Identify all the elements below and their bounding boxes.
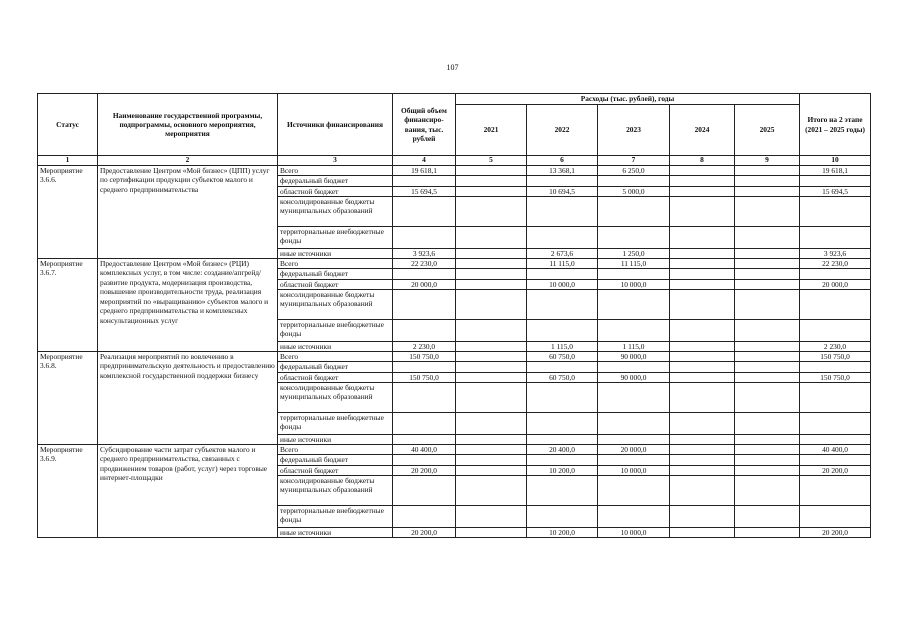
header-year-2022: 2022 bbox=[527, 105, 598, 156]
year-2022-cell: 10 200,0 bbox=[527, 527, 598, 537]
column-index: 9 bbox=[735, 156, 800, 166]
year-2024-cell bbox=[670, 352, 735, 362]
total-cell: 2 230,0 bbox=[393, 341, 456, 351]
column-index: 7 bbox=[598, 156, 670, 166]
column-index: 1 bbox=[38, 156, 98, 166]
total-cell bbox=[393, 269, 456, 279]
year-2022-cell: 20 400,0 bbox=[527, 445, 598, 455]
year-2022-cell bbox=[527, 412, 598, 434]
funding-source: Всего bbox=[278, 352, 393, 362]
year-2022-cell: 10 200,0 bbox=[527, 465, 598, 475]
header-year-2024: 2024 bbox=[670, 105, 735, 156]
year-2025-cell bbox=[735, 475, 800, 505]
year-2021-cell bbox=[456, 505, 527, 527]
total-cell: 150 750,0 bbox=[393, 352, 456, 362]
stage-total-cell bbox=[800, 505, 871, 527]
page-number: 107 bbox=[446, 63, 459, 72]
year-2025-cell bbox=[735, 352, 800, 362]
year-2021-cell bbox=[456, 434, 527, 444]
year-2023-cell: 90 000,0 bbox=[598, 372, 670, 382]
total-cell: 20 000,0 bbox=[393, 279, 456, 289]
total-cell: 15 694,5 bbox=[393, 186, 456, 196]
year-2025-cell bbox=[735, 166, 800, 176]
event-name: Предоставление Центром «Мой бизнес» (ЦПП) услуг по сертификации продукции субъектов малого и среднего предпринимательства bbox=[98, 166, 278, 259]
year-2023-cell bbox=[598, 289, 670, 319]
column-index: 3 bbox=[278, 156, 393, 166]
year-2021-cell bbox=[456, 248, 527, 258]
event-status: Мероприятие 3.6.9. bbox=[38, 445, 98, 538]
funding-source: федеральный бюджет bbox=[278, 362, 393, 372]
funding-source: территориальные внебюджетные фонды bbox=[278, 226, 393, 248]
funding-source: федеральный бюджет bbox=[278, 269, 393, 279]
year-2025-cell bbox=[735, 319, 800, 341]
year-2022-cell: 2 673,6 bbox=[527, 248, 598, 258]
funding-source: территориальные внебюджетные фонды bbox=[278, 505, 393, 527]
total-cell bbox=[393, 226, 456, 248]
year-2023-cell bbox=[598, 226, 670, 248]
stage-total-cell bbox=[800, 434, 871, 444]
funding-source: иные источники bbox=[278, 341, 393, 351]
year-2025-cell bbox=[735, 382, 800, 412]
table-row bbox=[38, 445, 871, 455]
total-cell bbox=[393, 362, 456, 372]
total-cell: 3 923,6 bbox=[393, 248, 456, 258]
financing-table bbox=[37, 93, 871, 538]
year-2022-cell bbox=[527, 269, 598, 279]
table-row bbox=[38, 166, 871, 176]
stage-total-cell bbox=[800, 269, 871, 279]
year-2025-cell bbox=[735, 445, 800, 455]
year-2025-cell bbox=[735, 186, 800, 196]
table-header bbox=[38, 94, 871, 156]
total-cell bbox=[393, 319, 456, 341]
event-status: Мероприятие 3.6.6. bbox=[38, 166, 98, 259]
stage-total-cell bbox=[800, 289, 871, 319]
year-2023-cell: 5 000,0 bbox=[598, 186, 670, 196]
year-2021-cell bbox=[456, 372, 527, 382]
funding-source: консолидированные бюджеты муниципальных образований bbox=[278, 382, 393, 412]
year-2023-cell bbox=[598, 176, 670, 186]
year-2022-cell: 60 750,0 bbox=[527, 352, 598, 362]
year-2024-cell bbox=[670, 475, 735, 505]
year-2024-cell bbox=[670, 362, 735, 372]
year-2021-cell bbox=[456, 319, 527, 341]
year-2022-cell: 10 000,0 bbox=[527, 279, 598, 289]
year-2024-cell bbox=[670, 269, 735, 279]
year-2023-cell: 20 000,0 bbox=[598, 445, 670, 455]
header-year-2023: 2023 bbox=[598, 105, 670, 156]
year-2023-cell: 90 000,0 bbox=[598, 352, 670, 362]
year-2021-cell bbox=[456, 279, 527, 289]
year-2024-cell bbox=[670, 455, 735, 465]
year-2021-cell bbox=[456, 289, 527, 319]
stage-total-cell: 19 618,1 bbox=[800, 166, 871, 176]
year-2022-cell bbox=[527, 455, 598, 465]
year-2023-cell bbox=[598, 505, 670, 527]
stage-total-cell bbox=[800, 226, 871, 248]
year-2024-cell bbox=[670, 434, 735, 444]
year-2022-cell: 13 368,1 bbox=[527, 166, 598, 176]
year-2023-cell bbox=[598, 362, 670, 372]
year-2025-cell bbox=[735, 527, 800, 537]
year-2024-cell bbox=[670, 319, 735, 341]
stage-total-cell: 15 694,5 bbox=[800, 186, 871, 196]
year-2021-cell bbox=[456, 465, 527, 475]
stage-total-cell bbox=[800, 382, 871, 412]
stage-total-cell: 20 200,0 bbox=[800, 527, 871, 537]
year-2024-cell bbox=[670, 186, 735, 196]
funding-source: Всего bbox=[278, 259, 393, 269]
year-2023-cell: 10 000,0 bbox=[598, 279, 670, 289]
year-2021-cell bbox=[456, 166, 527, 176]
funding-source: областной бюджет bbox=[278, 279, 393, 289]
year-2023-cell: 10 000,0 bbox=[598, 465, 670, 475]
funding-source: областной бюджет bbox=[278, 465, 393, 475]
stage-total-cell: 150 750,0 bbox=[800, 372, 871, 382]
year-2023-cell bbox=[598, 475, 670, 505]
header-sources: Источники финансирования bbox=[278, 94, 393, 156]
year-2025-cell bbox=[735, 279, 800, 289]
year-2022-cell bbox=[527, 196, 598, 226]
stage-total-cell: 40 400,0 bbox=[800, 445, 871, 455]
table-body bbox=[38, 156, 871, 538]
year-2024-cell bbox=[670, 196, 735, 226]
year-2023-cell bbox=[598, 434, 670, 444]
year-2023-cell bbox=[598, 319, 670, 341]
year-2025-cell bbox=[735, 226, 800, 248]
header-stage-total: Итого на 2 этапе (2021 – 2025 годы) bbox=[800, 94, 871, 156]
stage-total-cell bbox=[800, 319, 871, 341]
year-2023-cell bbox=[598, 196, 670, 226]
total-cell: 150 750,0 bbox=[393, 372, 456, 382]
total-cell bbox=[393, 412, 456, 434]
year-2024-cell bbox=[670, 289, 735, 319]
total-cell: 20 200,0 bbox=[393, 527, 456, 537]
stage-total-cell bbox=[800, 455, 871, 465]
stage-total-cell: 3 923,6 bbox=[800, 248, 871, 258]
funding-source: Всего bbox=[278, 445, 393, 455]
year-2024-cell bbox=[670, 259, 735, 269]
year-2024-cell bbox=[670, 445, 735, 455]
year-2022-cell bbox=[527, 176, 598, 186]
funding-source: федеральный бюджет bbox=[278, 176, 393, 186]
year-2022-cell bbox=[527, 382, 598, 412]
funding-source: территориальные внебюджетные фонды bbox=[278, 319, 393, 341]
funding-source: Всего bbox=[278, 166, 393, 176]
total-cell bbox=[393, 176, 456, 186]
event-name: Реализация мероприятий по вовлечению в предпринимательскую деятельность и предоставлению комплексной государственной поддержки бизнесу bbox=[98, 352, 278, 445]
year-2022-cell bbox=[527, 475, 598, 505]
year-2021-cell bbox=[456, 352, 527, 362]
year-2024-cell bbox=[670, 505, 735, 527]
table-row bbox=[38, 352, 871, 362]
year-2022-cell: 11 115,0 bbox=[527, 259, 598, 269]
year-2021-cell bbox=[456, 259, 527, 269]
header-year-2021: 2021 bbox=[456, 105, 527, 156]
event-status: Мероприятие 3.6.7. bbox=[38, 259, 98, 352]
year-2024-cell bbox=[670, 372, 735, 382]
event-name: Субсидирование части затрат субъектов малого и среднего предпринимательства, связанных с продвижением товаров (работ, услуг) через торговые интернет-площадки bbox=[98, 445, 278, 538]
year-2021-cell bbox=[456, 455, 527, 465]
year-2021-cell bbox=[456, 412, 527, 434]
total-cell bbox=[393, 289, 456, 319]
year-2023-cell bbox=[598, 412, 670, 434]
stage-total-cell bbox=[800, 412, 871, 434]
stage-total-cell bbox=[800, 362, 871, 372]
year-2021-cell bbox=[456, 176, 527, 186]
year-2021-cell bbox=[456, 382, 527, 412]
year-2024-cell bbox=[670, 166, 735, 176]
total-cell: 22 230,0 bbox=[393, 259, 456, 269]
year-2023-cell: 6 250,0 bbox=[598, 166, 670, 176]
year-2024-cell bbox=[670, 279, 735, 289]
header-year-2025: 2025 bbox=[735, 105, 800, 156]
total-cell bbox=[393, 196, 456, 226]
year-2025-cell bbox=[735, 455, 800, 465]
total-cell: 20 200,0 bbox=[393, 465, 456, 475]
funding-source: консолидированные бюджеты муниципальных образований bbox=[278, 196, 393, 226]
column-index-row bbox=[38, 156, 871, 166]
table-row bbox=[38, 259, 871, 269]
stage-total-cell: 20 200,0 bbox=[800, 465, 871, 475]
year-2025-cell bbox=[735, 259, 800, 269]
header-total: Общий объем финансиро-вания, тыс. рублей bbox=[393, 94, 456, 156]
column-index: 8 bbox=[670, 156, 735, 166]
column-index: 4 bbox=[393, 156, 456, 166]
event-name: Предоставление Центром «Мой бизнес» (РЦИ) комплексных услуг, в том числе: создание/апгрейд/развитие продукта, модернизация производства, повышение производительности труда, реализация мероприятий по «выращиванию» субъектов малого и среднего предпринимательства и комплексных консультационных услуг bbox=[98, 259, 278, 352]
year-2025-cell bbox=[735, 176, 800, 186]
stage-total-cell bbox=[800, 475, 871, 505]
funding-source: областной бюджет bbox=[278, 186, 393, 196]
total-cell: 19 618,1 bbox=[393, 166, 456, 176]
year-2021-cell bbox=[456, 341, 527, 351]
header-status: Статус bbox=[38, 94, 98, 156]
year-2025-cell bbox=[735, 372, 800, 382]
funding-source: областной бюджет bbox=[278, 372, 393, 382]
stage-total-cell: 22 230,0 bbox=[800, 259, 871, 269]
funding-source: территориальные внебюджетные фонды bbox=[278, 412, 393, 434]
year-2021-cell bbox=[456, 226, 527, 248]
year-2022-cell: 60 750,0 bbox=[527, 372, 598, 382]
stage-total-cell bbox=[800, 196, 871, 226]
year-2025-cell bbox=[735, 465, 800, 475]
year-2022-cell bbox=[527, 505, 598, 527]
total-cell: 40 400,0 bbox=[393, 445, 456, 455]
year-2022-cell bbox=[527, 434, 598, 444]
year-2023-cell: 1 115,0 bbox=[598, 341, 670, 351]
year-2022-cell bbox=[527, 226, 598, 248]
year-2021-cell bbox=[456, 186, 527, 196]
header-name: Наименование государственной программы, подпрограммы, основного мероприятия, мероприятия bbox=[98, 94, 278, 156]
year-2021-cell bbox=[456, 445, 527, 455]
stage-total-cell: 2 230,0 bbox=[800, 341, 871, 351]
event-status: Мероприятие 3.6.8. bbox=[38, 352, 98, 445]
year-2023-cell: 11 115,0 bbox=[598, 259, 670, 269]
total-cell bbox=[393, 455, 456, 465]
year-2023-cell bbox=[598, 382, 670, 412]
year-2025-cell bbox=[735, 196, 800, 226]
year-2025-cell bbox=[735, 248, 800, 258]
header-expenses: Расходы (тыс. рублей), годы bbox=[456, 94, 800, 105]
funding-source: федеральный бюджет bbox=[278, 455, 393, 465]
year-2023-cell bbox=[598, 269, 670, 279]
total-cell bbox=[393, 505, 456, 527]
year-2024-cell bbox=[670, 412, 735, 434]
year-2025-cell bbox=[735, 412, 800, 434]
year-2025-cell bbox=[735, 341, 800, 351]
year-2024-cell bbox=[670, 465, 735, 475]
total-cell bbox=[393, 434, 456, 444]
funding-source: иные источники bbox=[278, 248, 393, 258]
year-2024-cell bbox=[670, 226, 735, 248]
funding-source: консолидированные бюджеты муниципальных образований bbox=[278, 289, 393, 319]
year-2021-cell bbox=[456, 527, 527, 537]
year-2024-cell bbox=[670, 341, 735, 351]
stage-total-cell: 150 750,0 bbox=[800, 352, 871, 362]
year-2022-cell bbox=[527, 362, 598, 372]
year-2024-cell bbox=[670, 176, 735, 186]
year-2025-cell bbox=[735, 505, 800, 527]
year-2024-cell bbox=[670, 527, 735, 537]
year-2023-cell bbox=[598, 455, 670, 465]
year-2025-cell bbox=[735, 362, 800, 372]
total-cell bbox=[393, 475, 456, 505]
year-2022-cell: 1 115,0 bbox=[527, 341, 598, 351]
year-2021-cell bbox=[456, 196, 527, 226]
year-2025-cell bbox=[735, 289, 800, 319]
year-2025-cell bbox=[735, 434, 800, 444]
year-2022-cell bbox=[527, 319, 598, 341]
year-2022-cell: 10 694,5 bbox=[527, 186, 598, 196]
year-2021-cell bbox=[456, 475, 527, 505]
column-index: 5 bbox=[456, 156, 527, 166]
stage-total-cell: 20 000,0 bbox=[800, 279, 871, 289]
column-index: 10 bbox=[800, 156, 871, 166]
year-2023-cell: 10 000,0 bbox=[598, 527, 670, 537]
funding-source: консолидированные бюджеты муниципальных образований bbox=[278, 475, 393, 505]
column-index: 2 bbox=[98, 156, 278, 166]
year-2024-cell bbox=[670, 382, 735, 412]
year-2022-cell bbox=[527, 289, 598, 319]
year-2023-cell: 1 250,0 bbox=[598, 248, 670, 258]
year-2021-cell bbox=[456, 362, 527, 372]
funding-source: иные источники bbox=[278, 527, 393, 537]
year-2025-cell bbox=[735, 269, 800, 279]
total-cell bbox=[393, 382, 456, 412]
funding-source: иные источники bbox=[278, 434, 393, 444]
year-2021-cell bbox=[456, 269, 527, 279]
column-index: 6 bbox=[527, 156, 598, 166]
year-2024-cell bbox=[670, 248, 735, 258]
stage-total-cell bbox=[800, 176, 871, 186]
